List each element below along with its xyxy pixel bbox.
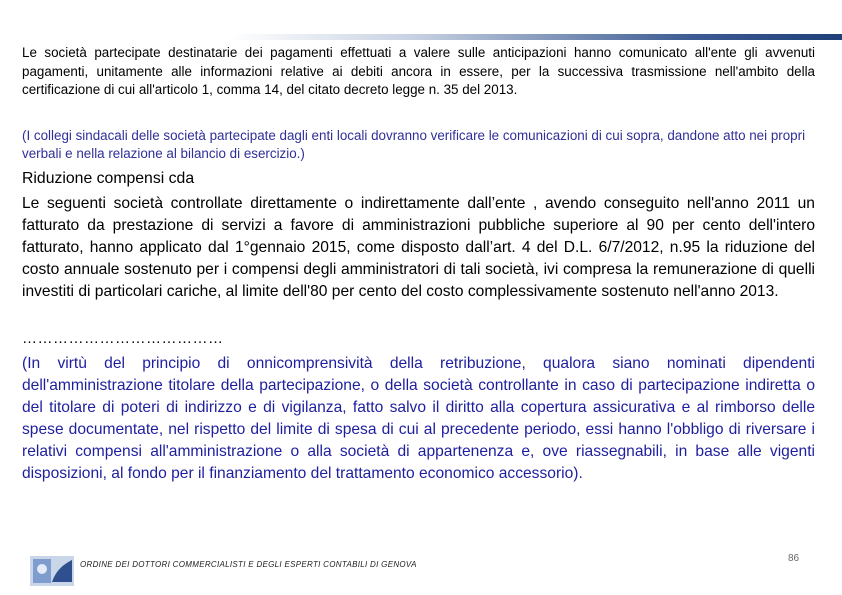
ellipsis-separator: …………………………………	[22, 330, 224, 347]
paragraph-comprehensive-remuneration-note: (In virtù del principio di onnicomprensività della retribuzione, qualora siano nominati dipendenti dell'amministrazione titolare della partecipazione, o della società controllante in caso di partecipazione indiretta o del titolare di poteri di indirizzo e di vigilanza, fatto salvo il diritto alla copertura assicurativa e al rimborso delle spese documentate, nel rispetto del limite di spesa di cui al precedente periodo, essi hanno l'obbligo di riversare i relativi compensi all'amministrazione o alla società di appartenenza e, ove riassegnabili, in base alle vigenti disposizioni, al fondo per il finanziamento del trattamento economico accessorio).	[22, 355, 815, 482]
section-heading: Riduzione compensi cda	[22, 170, 195, 187]
footer-organization-name: ORDINE DEI DOTTORI COMMERCIALISTI E DEGLI ESPERTI CONTABILI DI GENOVA	[80, 560, 417, 569]
order-logo-icon	[30, 556, 74, 586]
paragraph-auditors-note: (I collegi sindacali delle società partecipate dagli enti locali dovranno verificare le comunicazioni di cui sopra, dandone atto nei propri verbali e nella relazione al bilancio di esercizio.)	[22, 128, 806, 161]
paragraph-payments-communication: Le società partecipate destinatarie dei pagamenti effettuati a valere sulle anticipazioni hanno comunicato all'ente gli avvenuti pagamenti, unitamente alle informazioni relative ai debiti ancora in essere, per la successiva trasmissione nell'ambito della certificazione di cui all'articolo 1, comma 14, del citato decreto legge n. 35 del 2013.	[22, 45, 815, 97]
header-accent-bar	[230, 34, 842, 40]
paragraph-compensation-reduction: Le seguenti società controllate direttamente o indirettamente dall’ente , avendo conseguito nell'anno 2011 un fatturato da prestazione di servizi a favore di amministrazioni pubbliche superiore al 90 per cento dell'intero fatturato, hanno applicato dal 1°gennaio 2015, come disposto dall’art. 4 del D.L. 6/7/2012, n.95 la riduzione del costo annuale sostenuto per i compensi degli amministratori di tali società, ivi compresa la remunerazione di quelli investiti di particolari cariche, al limite dell'80 per cento del costo complessivamente sostenuto nell'anno 2013.	[22, 195, 815, 300]
page-number: 86	[788, 553, 800, 564]
